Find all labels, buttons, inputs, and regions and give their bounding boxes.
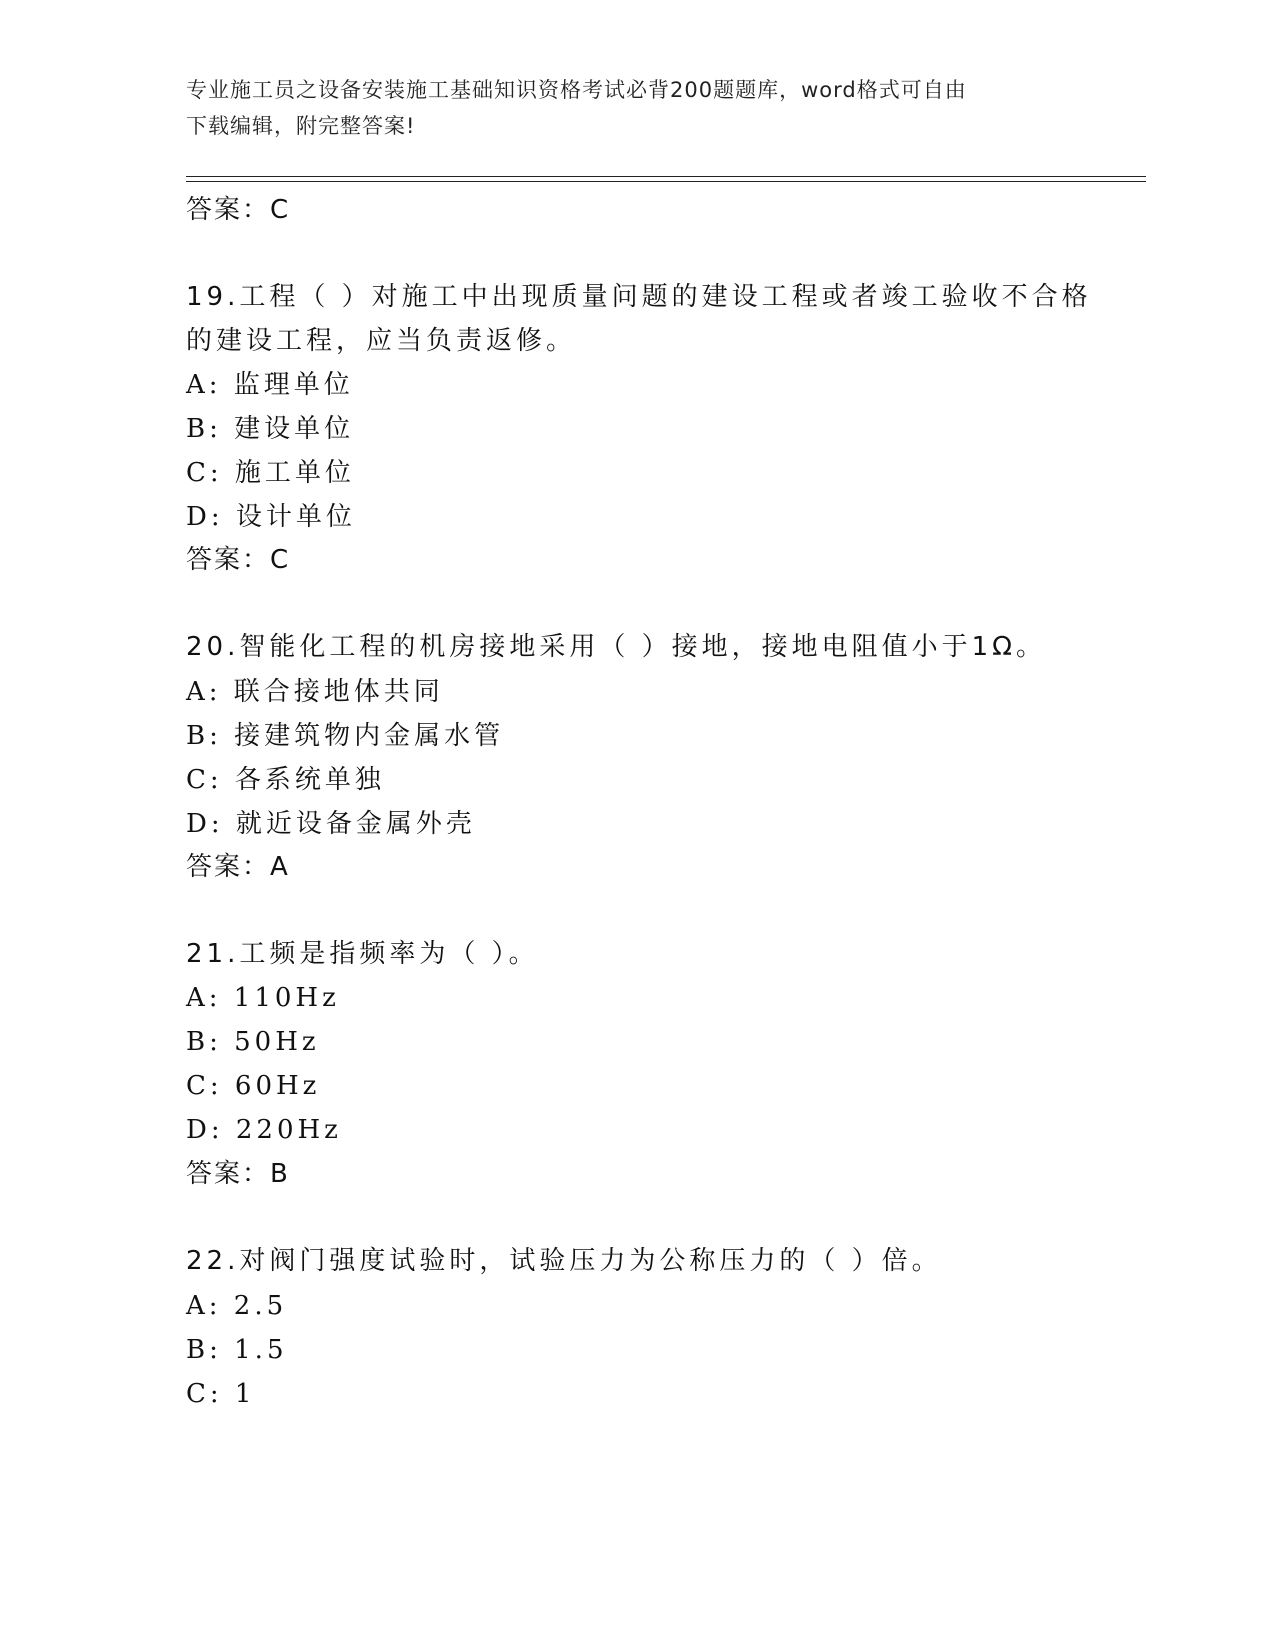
question-20-option-b: B: 接建筑物内金属水管: [186, 721, 505, 751]
question-20-option-d: D: 就近设备金属外壳: [186, 809, 476, 839]
question-21-option-d: D: 220Hz: [186, 1115, 342, 1145]
question-21-answer: 答案：B: [186, 1159, 290, 1189]
header-rule-bottom: [186, 181, 1146, 182]
question-21-stem: 21.工频是指频率为（ ）。: [186, 939, 539, 969]
question-22-option-b: B: 1.5: [186, 1335, 288, 1365]
question-19-option-c: C: 施工单位: [186, 458, 355, 488]
question-21-option-a: A: 110Hz: [186, 983, 340, 1013]
page-header: [186, 72, 1066, 144]
question-22-option-a: A: 2.5: [186, 1291, 288, 1321]
question-20-option-a: A: 联合接地体共同: [186, 677, 444, 707]
question-19-option-b: B: 建设单位: [186, 414, 355, 444]
question-22-stem: 22.对阀门强度试验时，试验压力为公称压力的（ ）倍。: [186, 1246, 942, 1276]
question-19-option-a: A: 监理单位: [186, 370, 354, 400]
question-21-option-c: C: 60Hz: [186, 1071, 321, 1101]
question-19-answer: 答案：C: [186, 545, 291, 575]
question-21-option-b: B: 50Hz: [186, 1027, 320, 1057]
question-20-stem: 20.智能化工程的机房接地采用（ ）接地，接地电阻值小于1Ω。: [186, 632, 1047, 662]
question-20-option-c: C: 各系统单独: [186, 765, 385, 795]
question-20-answer: 答案：A: [186, 852, 290, 882]
header-line-1: 专业施工员之设备安装施工基础知识资格考试必背200题题库，word格式可自由: [186, 78, 967, 102]
header-rule-top: [186, 176, 1146, 177]
question-19-stem-line-1: 19.工程（ ）对施工中出现质量问题的建设工程或者竣工验收不合格: [186, 282, 1092, 312]
header-line-2: 下载编辑，附完整答案!: [186, 114, 416, 138]
question-22-option-c: C: 1: [186, 1379, 256, 1409]
question-19-option-d: D: 设计单位: [186, 502, 356, 532]
question-19-stem-line-2: 的建设工程，应当负责返修。: [186, 326, 577, 356]
previous-answer: 答案：C: [186, 195, 291, 225]
